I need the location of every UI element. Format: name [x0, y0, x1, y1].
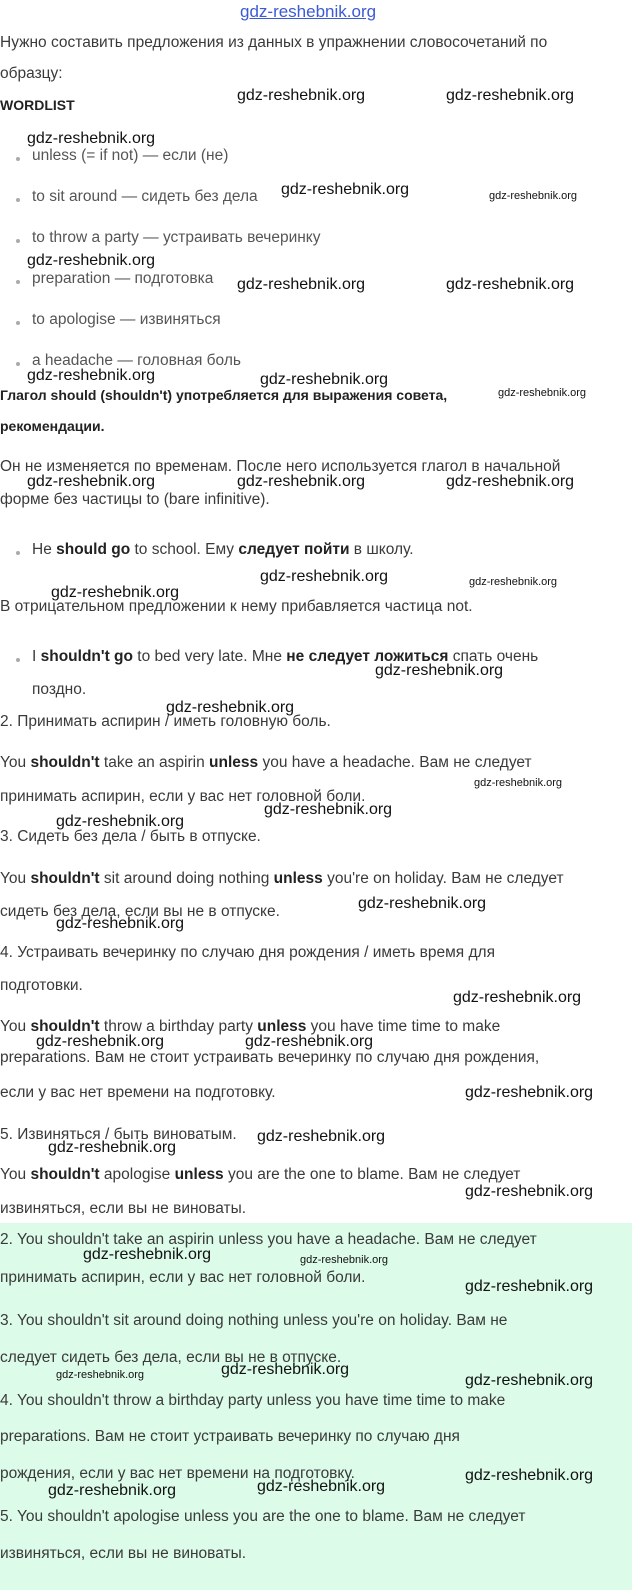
item-sentence-cont: извиняться, если вы не виноваты.	[0, 1200, 247, 1217]
watermark: gdz-reshebnik.org	[465, 1278, 594, 1295]
bullet-icon	[16, 551, 20, 555]
watermark: gdz-reshebnik.org	[56, 915, 185, 932]
watermark: gdz-reshebnik.org	[446, 87, 575, 104]
watermark: gdz-reshebnik.org	[465, 1372, 594, 1389]
intro-line-2: образцу:	[0, 65, 63, 82]
answer-line: 5. You shouldn't apologise unless you are the one to blame. Вам не следует	[0, 1508, 526, 1525]
bullet-icon	[16, 157, 20, 161]
bullet-icon	[16, 362, 20, 366]
watermark: gdz-reshebnik.org	[453, 989, 582, 1006]
wordlist-title: WORDLIST	[0, 97, 75, 113]
wordlist-item: unless (= if not) — если (не)	[32, 147, 229, 164]
answer-line: принимать аспирин, если у вас нет головной боли.	[0, 1269, 366, 1286]
bullet-icon	[16, 658, 20, 662]
watermark: gdz-reshebnik.org	[489, 190, 578, 202]
watermark: gdz-reshebnik.org	[221, 1361, 350, 1378]
watermark: gdz-reshebnik.org	[465, 1183, 594, 1200]
watermark: gdz-reshebnik.org	[36, 1033, 165, 1050]
intro-line-1: Нужно составить предложения из данных в упражнении словосочетаний по	[0, 34, 548, 51]
answer-line: 3. You shouldn't sit around doing nothing unless you're on holiday. Вам не	[0, 1312, 508, 1329]
watermark: gdz-reshebnik.org	[375, 662, 504, 679]
item-sentence-cont: если у вас нет времени на подготовку.	[0, 1084, 276, 1101]
watermark: gdz-reshebnik.org	[237, 87, 366, 104]
item-heading: 2. Принимать аспирин / иметь головную боль.	[0, 713, 331, 730]
grammar-note-line-2: форме без частицы to (bare infinitive).	[0, 491, 270, 508]
item-sentence-cont: принимать аспирин, если у вас нет головной боли.	[0, 788, 366, 805]
answer-line: рождения, если у вас нет времени на подготовку.	[0, 1465, 355, 1482]
item-heading: 5. Извиняться / быть виноватым.	[0, 1126, 237, 1143]
grammar-rule-line-1: Глагол should (shouldn't) употребляется для выражения совета,	[0, 387, 448, 403]
watermark: gdz-reshebnik.org	[257, 1128, 386, 1145]
watermark: gdz-reshebnik.org	[27, 130, 156, 147]
answer-line: 4. You shouldn't throw a birthday party unless you have time time to make	[0, 1392, 506, 1409]
site-link[interactable]: gdz-reshebnik.org	[240, 2, 377, 21]
grammar-rule-line-2: рекомендации.	[0, 418, 105, 434]
watermark: gdz-reshebnik.org	[257, 1478, 386, 1495]
watermark: gdz-reshebnik.org	[51, 584, 180, 601]
watermark: gdz-reshebnik.org	[27, 252, 156, 269]
item-heading: 3. Сидеть без дела / быть в отпуске.	[0, 828, 261, 845]
watermark: gdz-reshebnik.org	[48, 1482, 177, 1499]
example-1: He should go to school. Ему следует пойти в школу.	[32, 541, 414, 558]
watermark: gdz-reshebnik.org	[358, 895, 487, 912]
item-sentence: You shouldn't throw a birthday party unless you have time time to make	[0, 1018, 501, 1035]
watermark: gdz-reshebnik.org	[465, 1467, 594, 1484]
watermark: gdz-reshebnik.org	[281, 181, 410, 198]
watermark: gdz-reshebnik.org	[300, 1254, 389, 1266]
bullet-icon	[16, 321, 20, 325]
wordlist-item: a headache — головная боль	[32, 352, 241, 369]
wordlist-item: to apologise — извиняться	[32, 311, 221, 328]
watermark: gdz-reshebnik.org	[245, 1033, 374, 1050]
bullet-icon	[16, 280, 20, 284]
example-2: I shouldn't go to bed very late. Мне не следует ложиться спать очень	[32, 648, 539, 665]
answer-line: 2. You shouldn't take an aspirin unless you have a headache. Вам не следует	[0, 1231, 537, 1248]
item-sentence-cont: сидеть без дела, если вы не в отпуске.	[0, 903, 280, 920]
watermark: gdz-reshebnik.org	[260, 371, 389, 388]
wordlist-item: to throw a party — устраивать вечеринку	[32, 229, 321, 246]
item-sentence-cont: preparations. Вам не стоит устраивать вечеринку по случаю дня рождения,	[0, 1049, 540, 1066]
watermark: gdz-reshebnik.org	[237, 473, 366, 490]
wordlist-item: to sit around — сидеть без дела	[32, 188, 258, 205]
answer-line: извиняться, если вы не виноваты.	[0, 1545, 247, 1562]
item-sentence: You shouldn't take an aspirin unless you have a headache. Вам не следует	[0, 754, 532, 771]
watermark: gdz-reshebnik.org	[27, 473, 156, 490]
item-sentence: You shouldn't sit around doing nothing unless you're on holiday. Вам не следует	[0, 870, 564, 887]
item-heading: 4. Устраивать вечеринку по случаю дня рождения / иметь время для	[0, 944, 495, 961]
watermark: gdz-reshebnik.org	[56, 1369, 145, 1381]
watermark: gdz-reshebnik.org	[83, 1246, 212, 1263]
watermark: gdz-reshebnik.org	[465, 1084, 594, 1101]
watermark: gdz-reshebnik.org	[498, 387, 587, 399]
watermark: gdz-reshebnik.org	[237, 276, 366, 293]
example-2-cont: поздно.	[32, 681, 87, 698]
answer-line: preparations. Вам не стоит устраивать вечеринку по случаю дня	[0, 1428, 460, 1445]
watermark: gdz-reshebnik.org	[166, 699, 295, 716]
watermark: gdz-reshebnik.org	[446, 276, 575, 293]
bullet-icon	[16, 198, 20, 202]
watermark: gdz-reshebnik.org	[469, 576, 558, 588]
watermark: gdz-reshebnik.org	[474, 777, 563, 789]
answer-line: следует сидеть без дела, если вы не в отпуске.	[0, 1349, 342, 1366]
negative-note: В отрицательном предложении к нему прибавляется частица not.	[0, 598, 473, 615]
item-sentence: You shouldn't apologise unless you are the one to blame. Вам не следует	[0, 1166, 521, 1183]
watermark: gdz-reshebnik.org	[260, 568, 389, 585]
watermark: gdz-reshebnik.org	[48, 1139, 177, 1156]
watermark: gdz-reshebnik.org	[264, 801, 393, 818]
watermark: gdz-reshebnik.org	[56, 813, 185, 830]
watermark: gdz-reshebnik.org	[446, 473, 575, 490]
watermark: gdz-reshebnik.org	[27, 367, 156, 384]
wordlist-item: preparation — подготовка	[32, 270, 214, 287]
bullet-icon	[16, 239, 20, 243]
item-heading-cont: подготовки.	[0, 977, 83, 994]
grammar-note-line-1: Он не изменяется по временам. После него используется глагол в начальной	[0, 458, 561, 475]
